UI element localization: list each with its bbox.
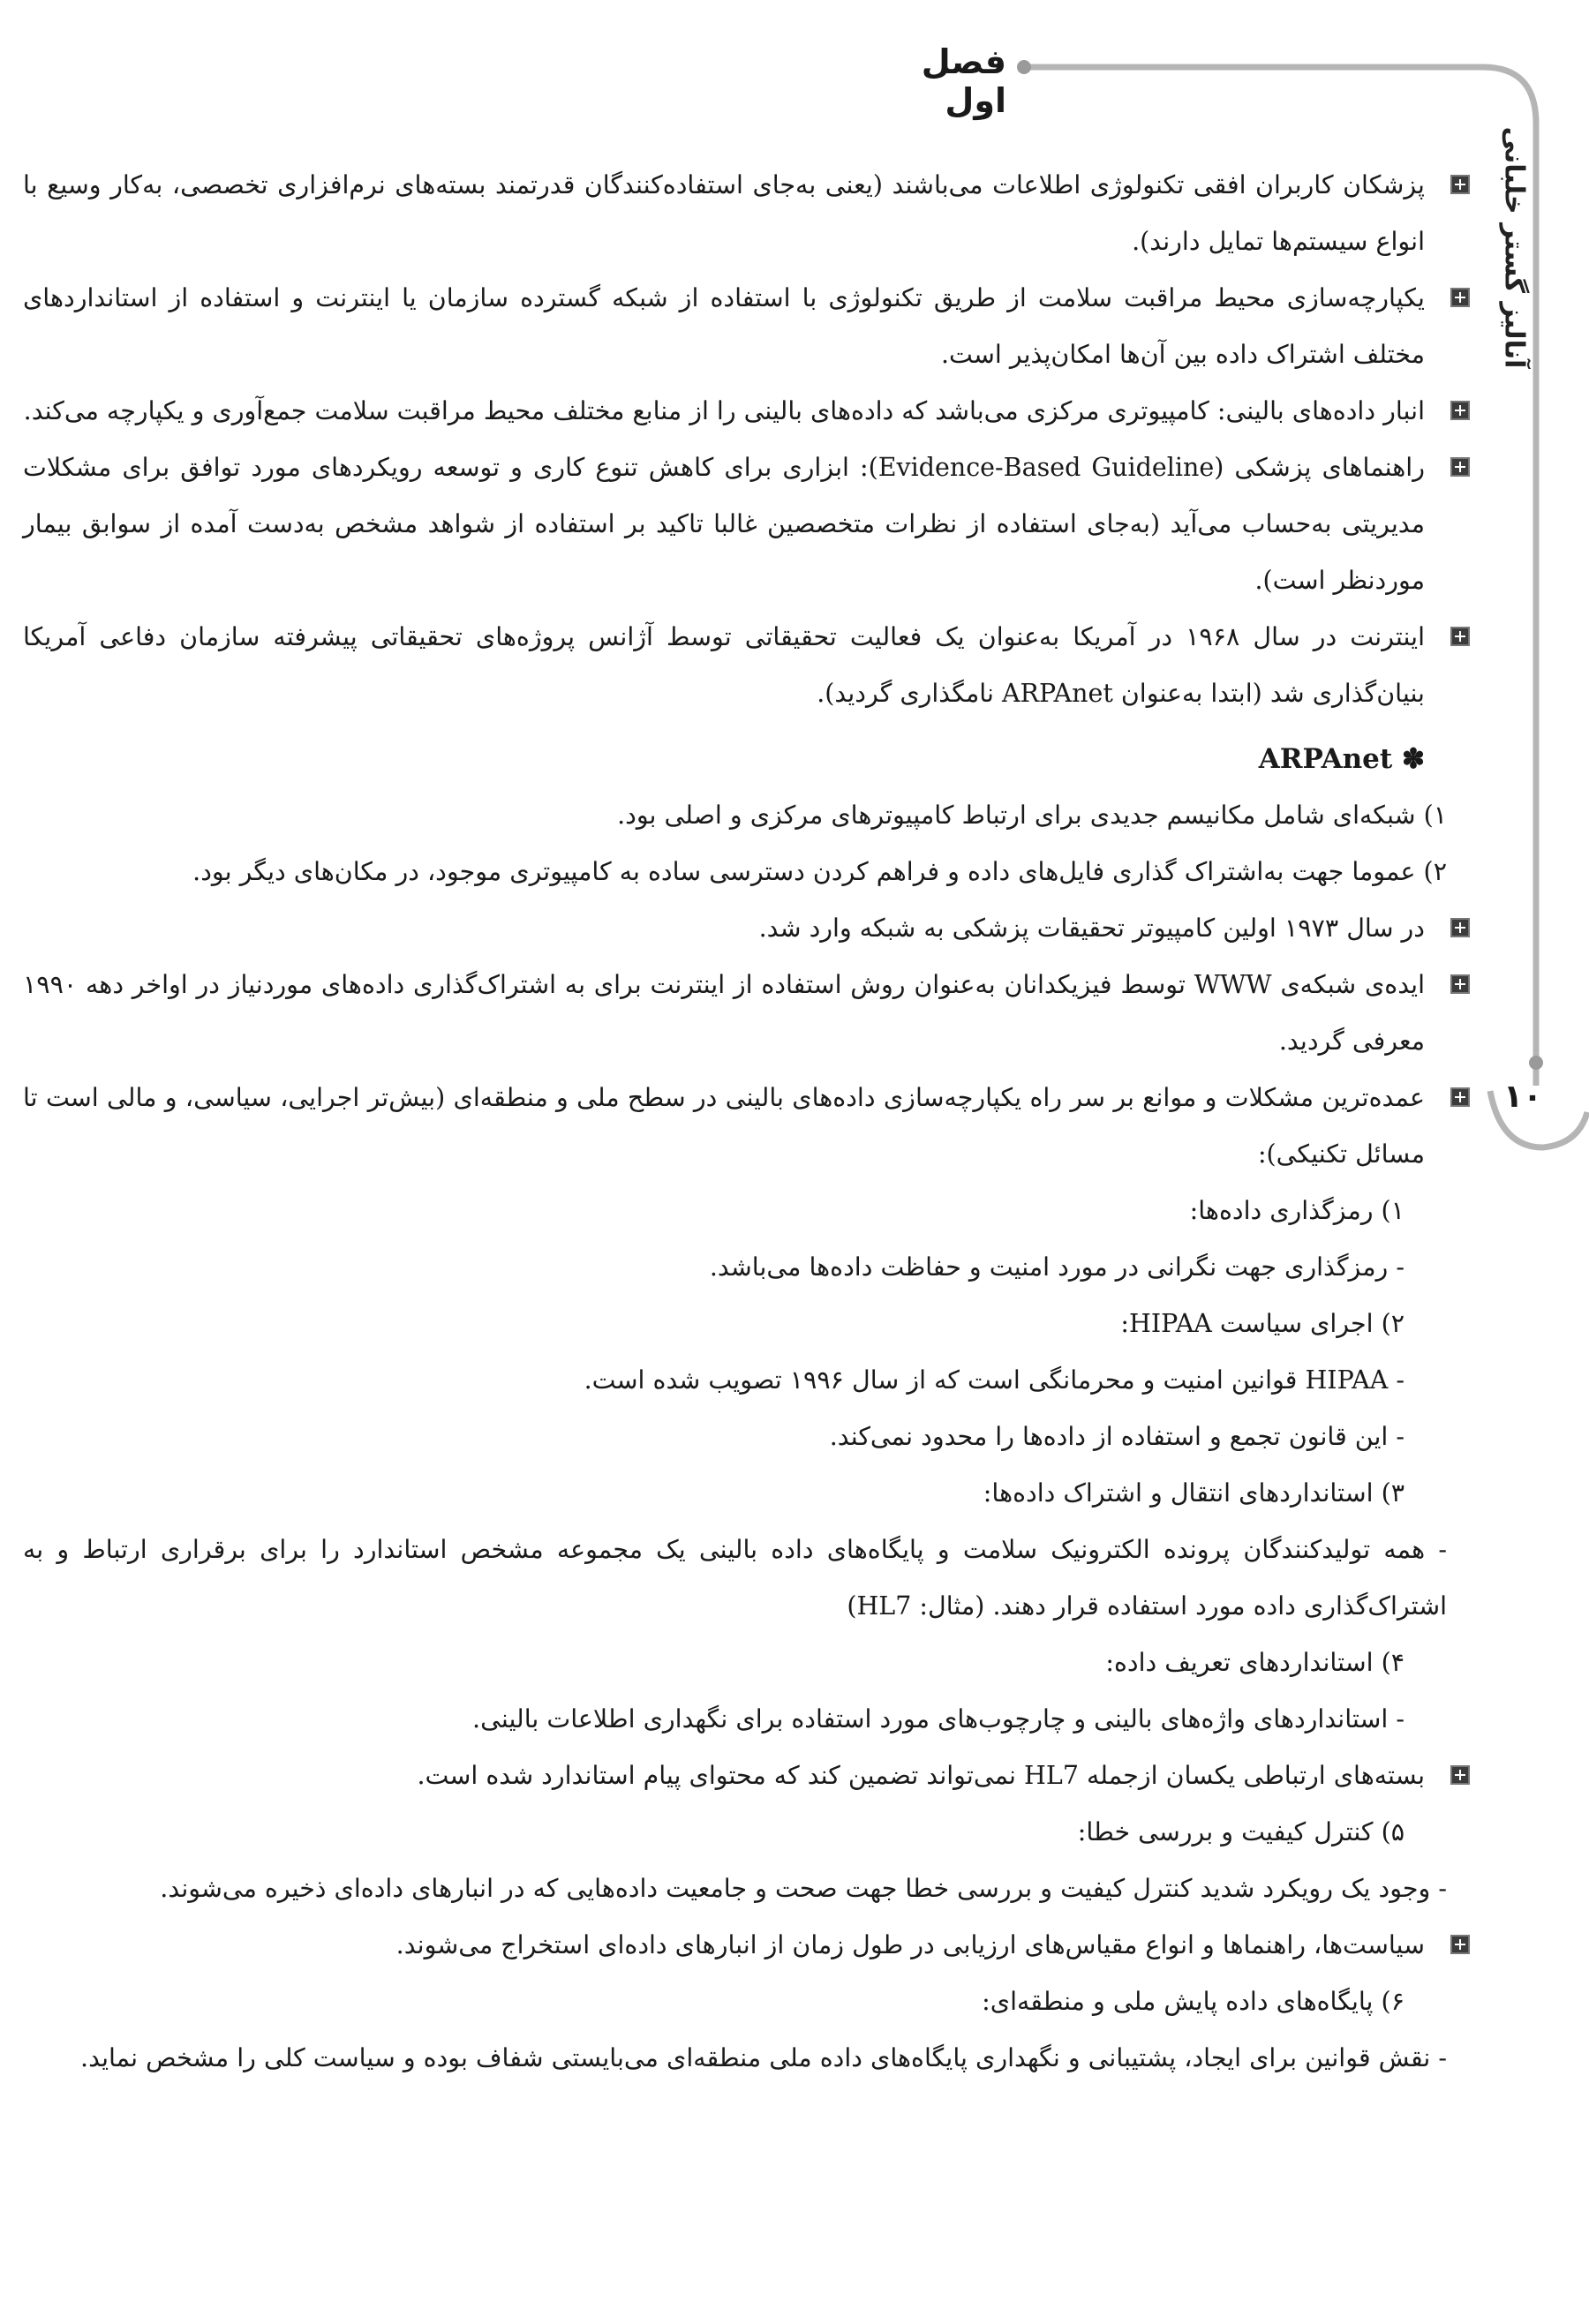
paragraph-text: ایده‌ی شبکه‌ی WWW توسط فیزیکدانان به‌عنوان روش استفاده از اینترنت برای به اشتراک‌گذاری داده‌های موردنیاز در اواخر دهه ۱۹۹۰ معرفی گردید. [23, 970, 1425, 1056]
dash-item: - همه تولیدکنندگان پرونده الکترونیک سلامت و پایگاه‌های داده بالینی یک مجموعه مشخص استاندارد را برای برقراری ارتباط و به اشتراک‌گذاری داده مورد استفاده قرار دهند. (مثال: HL7) [23, 1535, 1447, 1621]
numbered-item: ۲) عموما جهت به‌اشتراک گذاری فایل‌های داده و فراهم کردن دسترسی ساده به کامپیوتری موجود، در مکان‌های دیگر بود. [192, 857, 1447, 886]
bullet-paragraph [23, 270, 1447, 383]
numbered-item: ۴) استانداردهای تعریف داده: [1105, 1648, 1404, 1677]
dash-item: - HIPAA قوانین امنیت و محرمانگی است که از سال ۱۹۹۶ تصویب شده است. [584, 1365, 1404, 1395]
paragraph-text: بسته‌های ارتباطی یکسان ازجمله HL7 نمی‌تواند تضمین کند که محتوای پیام استاندارد شده است. [417, 1761, 1425, 1790]
bullet-paragraph [23, 440, 1447, 609]
bullet-paragraph [23, 900, 1447, 957]
page-body [23, 157, 1447, 2087]
numbered-item: ۲) اجرای سیاست HIPAA: [1120, 1309, 1404, 1338]
bullet-plus-icon [1450, 288, 1470, 307]
bullet-paragraph [23, 1917, 1447, 1974]
bullet-plus-icon [1450, 1935, 1470, 1954]
paragraph-text: پزشکان کاربران افقی تکنولوژی اطلاعات می‌باشند (یعنی به‌جای استفاده‌کنندگان قدرتمند بسته‌های نرم‌افزاری تخصصی، به‌کار وسیع با انواع سیستم‌ها تمایل دارند). [23, 170, 1425, 256]
dash-item: - وجود یک رویکرد شدید کنترل کیفیت و بررسی خطا جهت صحت و جامعیت داده‌هایی که در انبارهای داده‌ای ذخیره می‌شوند. [160, 1874, 1447, 1903]
numbered-item: ۳) استانداردهای انتقال و اشتراک داده‌ها: [983, 1478, 1404, 1508]
bullet-paragraph [23, 1748, 1447, 1804]
bullet-paragraph [23, 609, 1447, 722]
bullet-plus-icon [1450, 918, 1470, 937]
side-label-text: آنالیز گستر خلبانی [1498, 126, 1530, 368]
bullet-plus-icon [1450, 457, 1470, 477]
paragraph-text: اینترنت در سال ۱۹۶۸ در آمریکا به‌عنوان یک فعالیت تحقیقاتی توسط آژانس پروژه‌های تحقیقاتی پیشرفته سازمان دفاعی آمریکا بنیان‌گذاری شد (ابتدا به‌عنوان ARPAnet نامگذاری گردید). [23, 622, 1425, 708]
bullet-plus-icon [1450, 175, 1470, 194]
dash-item: - نقش قوانین برای ایجاد، پشتیبانی و نگهداری پایگاه‌های داده ملی منطقه‌ای می‌بایستی شفاف بوده و سیاست کلی را مشخص نماید. [80, 2043, 1447, 2072]
paragraph-text: عمده‌ترین مشکلات و موانع بر سر راه یکپارچه‌سازی داده‌های بالینی در سطح ملی و منطقه‌ای (بیش‌تر اجرایی، سیاسی، و مالی است تا مسائل تکنیکی): [23, 1083, 1425, 1169]
numbered-item: ۱) رمزگذاری داده‌ها: [1189, 1196, 1404, 1225]
page-number: ۱۰ [1503, 1079, 1542, 1115]
side-label [1487, 106, 1540, 388]
bullet-plus-icon [1450, 627, 1470, 646]
bullet-paragraph [23, 1070, 1447, 1183]
numbered-item: ۶) پایگاه‌های داده پایش ملی و منطقه‌ای: [982, 1987, 1404, 2016]
section-heading: ✽ ARPAnet [1258, 743, 1425, 775]
bullet-plus-icon [1450, 1087, 1470, 1107]
dash-item: - این قانون تجمع و استفاده از داده‌ها را محدود نمی‌کند. [829, 1422, 1404, 1451]
numbered-item: ۱) شبکه‌ای شامل مکانیسم جدیدی برای ارتباط کامپیوترهای مرکزی و اصلی بود. [617, 801, 1447, 830]
paragraph-text: در سال ۱۹۷۳ اولین کامپیوتر تحقیقات پزشکی به شبکه وارد شد. [758, 914, 1425, 943]
numbered-item: ۵) کنترل کیفیت و بررسی خطا: [1077, 1817, 1404, 1846]
dash-item: - استانداردهای واژه‌های بالینی و چارچوب‌های مورد استفاده برای نگهداری اطلاعات بالینی. [472, 1704, 1404, 1734]
bullet-paragraph [23, 157, 1447, 270]
paragraph-text: یکپارچه‌سازی محیط مراقبت سلامت از طریق تکنولوژی با استفاده از شبکه گسترده سازمان یا اینترنت و استفاده از استانداردهای مختلف اشتراک داده بین آن‌ها امکان‌پذیر است. [23, 283, 1425, 369]
paragraph-text: سیاست‌ها، راهنماها و انواع مقیاس‌های ارزیابی در طول زمان از انبارهای داده‌ای استخراج می‌شوند. [395, 1930, 1425, 1959]
bullet-plus-icon [1450, 401, 1470, 420]
bullet-plus-icon [1450, 1765, 1470, 1785]
header-line-dot [1017, 60, 1031, 74]
chapter-title: فصل اول [921, 42, 1006, 120]
dash-item: - رمزگذاری جهت نگرانی در مورد امنیت و حفاظت داده‌ها می‌باشد. [709, 1252, 1404, 1282]
side-line-dot [1529, 1056, 1543, 1070]
bullet-paragraph [23, 957, 1447, 1070]
bullet-paragraph [23, 383, 1447, 440]
bullet-plus-icon [1450, 974, 1470, 994]
paragraph-text: راهنماهای پزشکی (Evidence-Based Guideline): ابزاری برای کاهش تنوع کاری و توسعه رویکردهای مورد توافق برای مشکلات مدیریتی به‌حساب می‌آید (به‌جای استفاده از نظرات متخصصین غالبا تاکید بر استفاده از شواهد مشخص به‌دست آمده از سوابق بیمار موردنظر است). [23, 453, 1425, 595]
paragraph-text: انبار داده‌های بالینی: کامپیوتری مرکزی می‌باشد که داده‌های بالینی را از منابع مختلف محیط مراقبت سلامت جمع‌آوری و یکپارچه می‌کند. [23, 396, 1425, 425]
